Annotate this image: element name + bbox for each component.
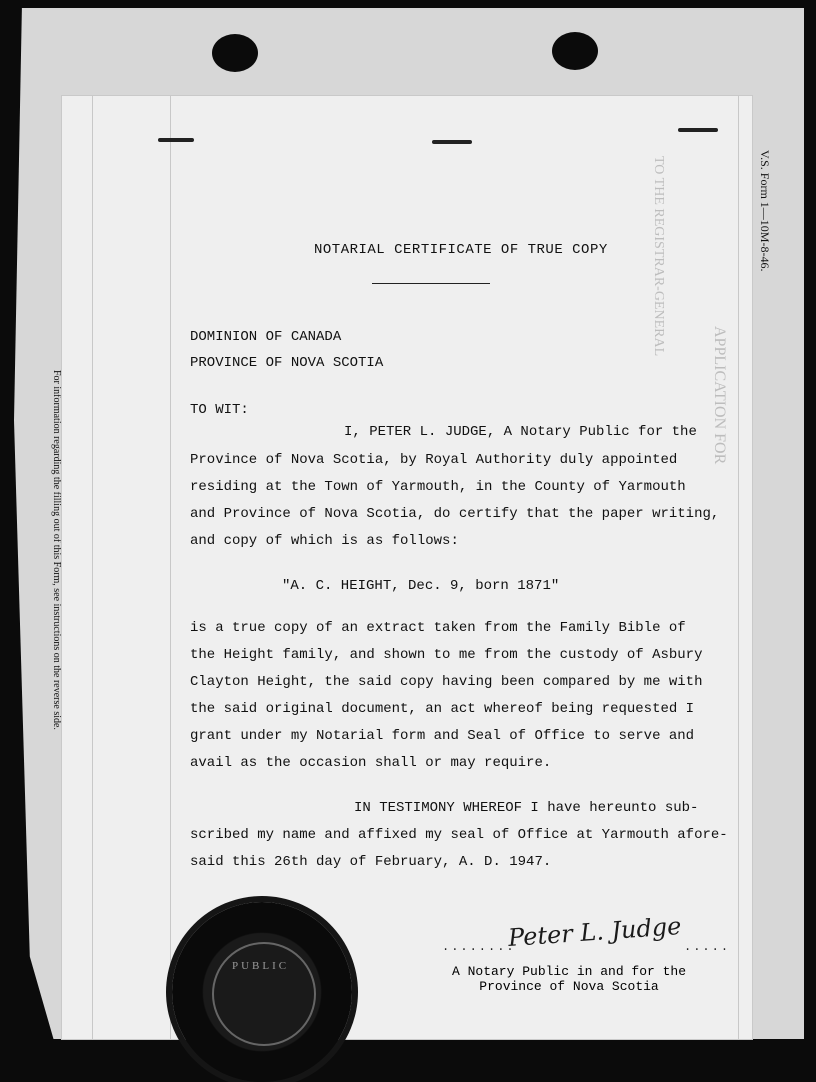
notary-seal <box>172 902 352 1082</box>
notary-caption-line: A Notary Public in and for the <box>452 964 687 979</box>
body-line: Province of Nova Scotia, by Royal Authority duly appointed <box>190 452 678 468</box>
quoted-bible-entry: "A. C. HEIGHT, Dec. 9, born 1871" <box>282 578 560 594</box>
body-line: avail as the occasion shall or may require. <box>190 755 552 771</box>
form-number-label: V.S. Form 1—10M-8-46. <box>758 150 772 272</box>
bleed-through-text: TO THE REGISTRAR-GENERAL <box>651 156 666 357</box>
body-line: Clayton Height, the said copy having been compared by me with <box>190 674 703 690</box>
jurisdiction-line: DOMINION OF CANADA <box>190 329 342 345</box>
body-line: the said original document, an act whereof being requested I <box>190 701 695 717</box>
certificate-paper <box>62 96 752 1039</box>
seal-ring <box>212 942 316 1046</box>
punch-hole <box>212 34 258 72</box>
to-wit-label: TO WIT: <box>190 402 249 418</box>
body-line: I, PETER L. JUDGE, A Notary Public for the <box>344 424 697 440</box>
seal-text: PUBLIC <box>232 960 290 972</box>
notary-signature: Peter L. Judge <box>507 911 683 953</box>
punch-hole <box>552 32 598 70</box>
notary-caption-line: Province of Nova Scotia <box>479 979 659 994</box>
body-line: the Height family, and shown to me from the custody of Asbury <box>190 647 703 663</box>
body-line: residing at the Town of Yarmouth, in the County of Yarmouth <box>190 479 686 495</box>
title-underline <box>372 283 490 284</box>
side-instructions-caption: For information regarding the filling out of this Form, see instructions on the reverse side. <box>51 370 62 730</box>
signature-dots-left: ........ <box>442 940 516 954</box>
certificate-title: NOTARIAL CERTIFICATE OF TRUE COPY <box>314 242 608 258</box>
body-line: is a true copy of an extract taken from the Family Bible of <box>190 620 686 636</box>
certificate-text <box>62 96 752 1039</box>
body-line: grant under my Notarial form and Seal of Office to serve and <box>190 728 695 744</box>
testimony-line: IN TESTIMONY WHEREOF I have hereunto sub- <box>354 800 699 816</box>
body-line: and copy of which is as follows: <box>190 533 459 549</box>
notary-caption <box>452 964 686 994</box>
testimony-line: scribed my name and affixed my seal of Office at Yarmouth afore- <box>190 827 728 843</box>
bleed-through-text: APPLICATION FOR <box>711 326 728 465</box>
testimony-line: said this 26th day of February, A. D. 1947. <box>190 854 552 870</box>
jurisdiction-line: PROVINCE OF NOVA SCOTIA <box>190 355 384 371</box>
body-line: and Province of Nova Scotia, do certify that the paper writing, <box>190 506 720 522</box>
signature-dots-right: ..... <box>684 940 731 954</box>
